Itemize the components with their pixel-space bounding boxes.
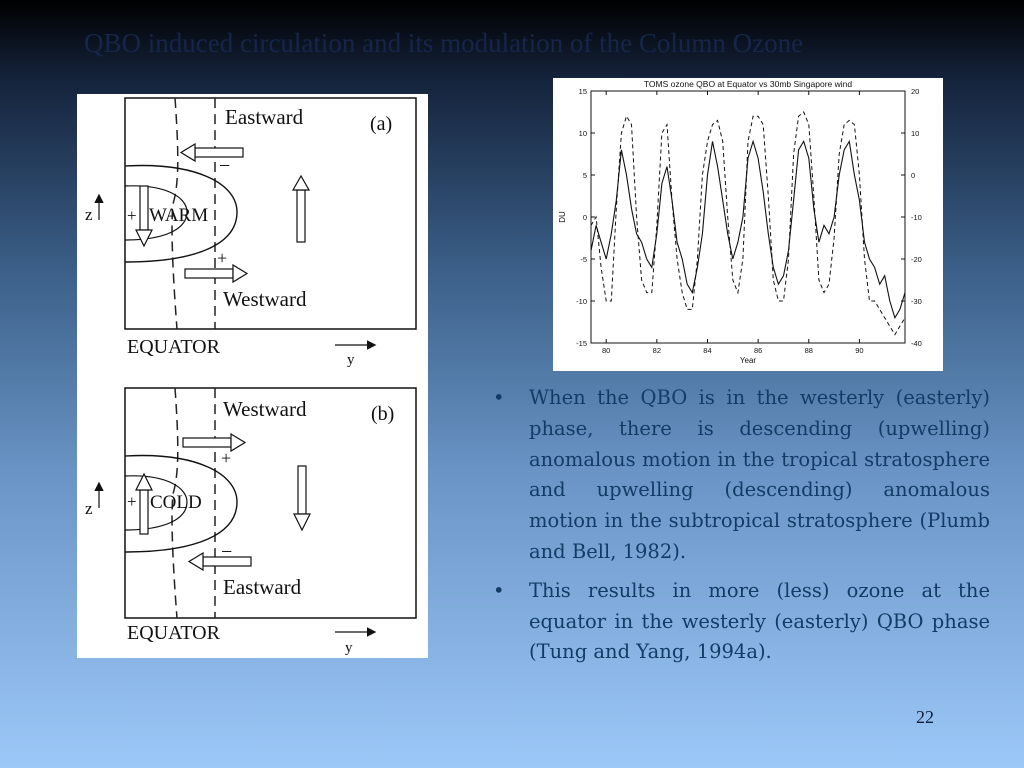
diagram-panel-a <box>85 98 416 368</box>
panel-a-center-sign: + <box>127 206 137 225</box>
panel-a-top-wind: Eastward <box>225 105 304 129</box>
y-tick-label-left: 5 <box>582 171 587 180</box>
x-tick-label: 90 <box>855 346 864 355</box>
chart-y-axis-label: DU <box>558 211 567 223</box>
y-tick-label-left: -10 <box>576 297 587 306</box>
panel-a-label: (a) <box>370 113 393 135</box>
bullet-item-2 <box>493 576 990 668</box>
diagram-svg <box>77 94 428 658</box>
x-tick-label: 86 <box>753 346 763 355</box>
panel-b-center-sign: + <box>127 492 137 511</box>
bullet-list <box>493 383 990 676</box>
bullet-marker: • <box>493 386 505 409</box>
y-tick-label-right: 10 <box>911 129 920 138</box>
ozone-qbo-chart <box>553 78 943 371</box>
diagram-panel-b <box>85 388 416 656</box>
slide-title: QBO induced circulation and its modulation of the Column Ozone <box>84 28 804 58</box>
panel-b-center-label: COLD <box>150 492 202 513</box>
y-tick-label-right: -40 <box>911 339 922 348</box>
panel-a-bottom-sign: + <box>217 248 228 268</box>
x-tick-label: 80 <box>602 346 611 355</box>
panel-a-equator-label: EQUATOR <box>127 336 220 358</box>
panel-b-y-label: y <box>345 640 353 656</box>
bullet-text: This results in more (less) ozone at the equator in the westerly (easterly) QBO phase (Tung and Yang, 1994a). <box>529 578 990 664</box>
panel-b-label: (b) <box>371 403 395 425</box>
panel-b-bottom-sign: − <box>221 541 233 563</box>
chart-ticks <box>576 87 922 355</box>
panel-b-top-arrow <box>183 434 245 451</box>
y-tick-label-right: -30 <box>911 297 922 306</box>
panel-a-bottom-arrow <box>185 265 247 282</box>
chart-series <box>591 112 905 335</box>
bullet-marker: • <box>493 578 505 602</box>
panel-a-center-label: WARM <box>149 205 209 226</box>
y-tick-label-left: 10 <box>578 129 587 138</box>
panel-a-top-sign: − <box>219 155 231 177</box>
chart-x-axis-label: Year <box>739 356 757 365</box>
y-tick-label-left: -5 <box>580 255 587 264</box>
y-tick-label-left: 15 <box>578 87 587 96</box>
page-number: 22 <box>916 707 934 727</box>
series-wind-line <box>591 112 905 335</box>
panel-b-top-wind: Westward <box>223 397 307 421</box>
y-tick-label-left: 0 <box>582 213 587 222</box>
panel-a-z-label: z <box>85 205 93 224</box>
qbo-circulation-diagram <box>77 94 428 658</box>
panel-a-vertical-up-arrow <box>293 176 309 242</box>
panel-b-top-sign: + <box>221 448 232 468</box>
chart-title: TOMS ozone QBO at Equator vs 30mb Singapore wind <box>643 79 853 89</box>
panel-b-z-label: z <box>85 499 93 518</box>
x-tick-label: 88 <box>804 346 813 355</box>
y-tick-label-left: -15 <box>576 339 587 348</box>
x-tick-label: 82 <box>652 346 662 355</box>
panel-a-bottom-wind: Westward <box>223 287 307 311</box>
x-tick-label: 84 <box>703 346 712 355</box>
panel-b-equator-label: EQUATOR <box>127 622 220 644</box>
y-tick-label-right: -10 <box>911 213 922 222</box>
y-tick-label-right: 20 <box>911 87 920 96</box>
panel-b-bottom-arrow <box>189 553 251 570</box>
panel-a-y-label: y <box>347 352 355 368</box>
bullet-text: When the QBO is in the westerly (easterly) phase, there is descending (upwelling) anomalous motion in the tropical stratosphere and upwelling (descending) anomalous motion in the subtropical stratosphere (Plumb and Bell, 1982). <box>529 386 990 563</box>
panel-b-vertical-down-arrow <box>294 466 310 530</box>
panel-b-bottom-wind: Eastward <box>223 575 302 599</box>
panel-a-top-arrow <box>181 144 243 161</box>
chart-plot-frame <box>591 91 905 343</box>
bullet-item-1 <box>493 383 990 568</box>
y-tick-label-right: 0 <box>911 171 916 180</box>
y-tick-label-right: -20 <box>911 255 922 264</box>
chart-svg <box>553 78 943 371</box>
